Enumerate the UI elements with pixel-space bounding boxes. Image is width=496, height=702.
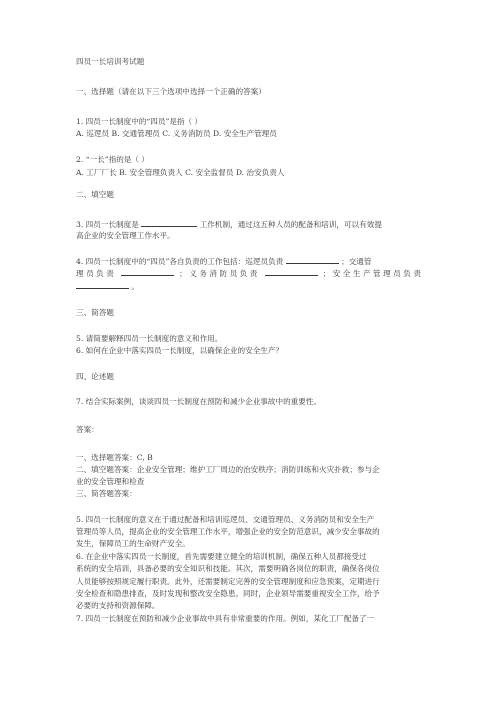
answer-blank[interactable] [265,268,318,276]
page-title: 四员一长培训考试题 [76,57,145,66]
answer-fill-line-2: 业的安全管理和检查 [76,477,145,486]
answers-header: 答案： [76,425,99,434]
answer-6-line-3: 人员能够按照规定履行职责。此外，还需要制定完善的安全管理制度和应急预案，定期进行 [76,577,380,586]
answer-blank[interactable] [76,281,129,289]
answer-blank[interactable] [141,219,197,227]
question-4-line-1 [76,256,371,267]
answer-blank[interactable] [121,268,174,276]
question-4-text-a: 4. 四员一长制度中的“四员”各自负责的工作包括：巡逻员负责 [76,257,284,266]
answer-6-line-1: 6. 在企业中落实四员一长制度，首先需要建立健全的培训机制，确保五种人员都接受过 [76,552,367,561]
essay-section-header: 四、论述题 [76,372,114,381]
answer-5-line-3: 发生，保障员工的生命财产安全。 [76,539,190,548]
question-3-line-1 [76,219,382,230]
question-1-options: A. 巡逻员 B. 交通管理员 C. 义务消防员 D. 安全生产管理员 [76,129,277,138]
short-answer-section-header: 三、简答题 [76,308,114,317]
question-4-text-f: 。 [131,282,140,291]
question-4-line-2 [76,268,421,279]
question-6: 6. 如何在企业中落实四员一长制度，以确保企业的安全生产？ [76,346,284,355]
answer-6-line-4: 安全检查和隐患排查，及时发现和整改安全隐患。同时，企业领导需要重视安全工作，给予 [76,589,380,598]
question-3-text-b: 工作机制，通过这五种人员的配备和培训，可以有效提 [199,220,382,229]
choice-section-header: 一、选择题（请在以下三个选项中选择一个正确的答案） [76,87,266,96]
answer-7-line-1: 7. 四员一长制度在预防和减少企业事故中具有非常重要的作用。例如，某化工厂配备了一 [76,614,375,623]
answer-5-line-1: 5. 四员一长制度的意义在于通过配备和培训巡逻员、交通管理员、义务消防员和安全生产 [76,515,375,524]
question-2: 2. “一长”指的是（ ） [76,155,149,164]
answer-choice: 一、选择题答案：C, B [76,453,153,462]
question-4-text-c: 理员负责 [76,269,117,278]
answer-6-line-2: 系统的安全培训，具备必要的安全知识和技能。其次，需要明确各岗位的职责，确保各岗位 [76,564,380,573]
fill-section-header: 二、填空题 [76,190,114,199]
answer-5-line-2: 管理员等人员，提高企业的安全管理工作水平，增强企业的安全防范意识，减少安全事故的 [76,527,380,536]
answer-6-line-5: 必要的支持和资源保障。 [76,601,160,610]
answer-fill-line-1: 二、填空题答案：企业安全管理；维护工厂周边的治安秩序；消防训练和火灾扑救；参与企 [76,465,380,474]
question-4-line-3 [76,281,139,292]
question-4-text-b: ；交通管 [341,257,372,266]
question-7: 7. 结合实际案例，谈谈四员一长制度在预防和减少企业事故中的重要性。 [76,397,322,406]
question-1: 1. 四员一长制度中的“四员”是指（ ） [76,117,203,126]
question-3-line-2: 高企业的安全管理工作水平。 [76,231,175,240]
question-3-text-a: 3. 四员一长制度是 [76,220,139,229]
question-4-text-d: ；义务消防员负责 [179,269,260,278]
answer-blank[interactable] [286,256,339,264]
question-5: 5. 请简要解释四员一长制度的意义和作用。 [76,334,223,343]
question-4-text-e: ；安全生产管理员负责 [322,269,421,278]
answer-short-header: 三、简答题答案： [76,489,137,498]
question-2-options: A. 工厂厂长 B. 安全管理负责人 C. 安全监督员 D. 治安负责人 [76,168,285,177]
